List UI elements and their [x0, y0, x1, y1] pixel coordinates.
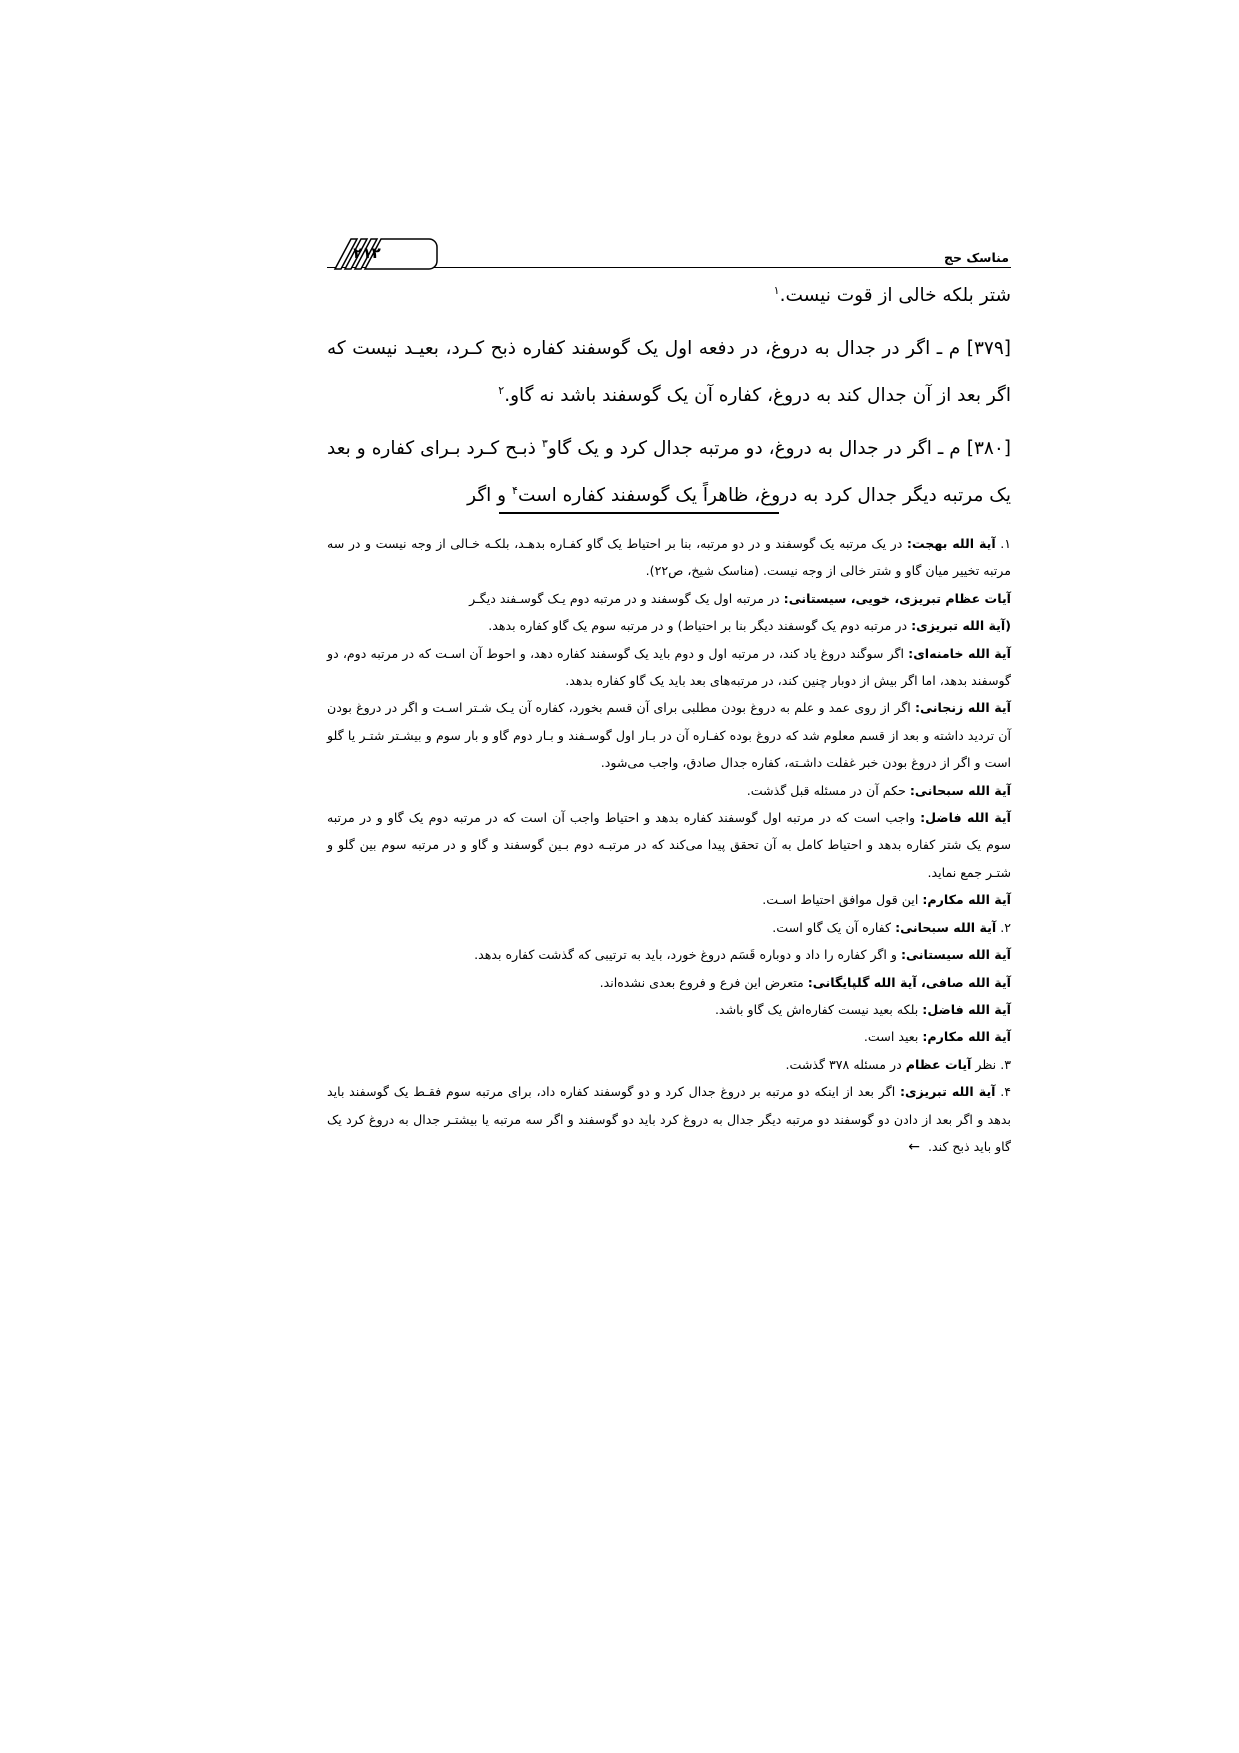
masalah-380-text-part1: اگر در جدال به دروغ، دو مرتبه جدال کرد و یک گاو	[547, 438, 932, 459]
footnote-text: در مرتبه اول یک گوسفند و در مرتبه دوم یـک گوسـفند دیگـر	[469, 590, 780, 606]
running-header	[327, 226, 1011, 268]
masalah-379-text: اگر در جدال به دروغ، در دفعه اول یک گوسفند کفاره ذبح کـرد، بعیـد نیست که اگر بعد از آن جدال کند به دروغ، کفاره آن یک گوسفند باشد نه گاو.	[327, 338, 1011, 406]
footnote-number: ۲.	[1000, 919, 1011, 935]
running-head-title: مناسک حج	[944, 249, 1009, 265]
footnote-text: اگر سوگند دروغ یاد کند، در مرتبه اول و دوم باید یک گوسفند کفاره دهد، و احوط آن اسـت که در مرتبه دوم، دو گوسفند بدهد، اما اگر بیش از دوبار چنین کند، در مرتبه‌های بعد باید یک گاو کفاره بدهد.	[327, 645, 1011, 689]
authority-name: آیة الله مکارم:	[922, 892, 1011, 908]
footnote-text: کفاره آن یک گاو است.	[772, 919, 892, 935]
authority-name: آیة الله سبحانی:	[909, 782, 1011, 798]
paragraph-continuation-text: شتر بلکه خالی از قوت نیست.	[779, 285, 1011, 306]
footnote-ref-2: ۲	[498, 383, 505, 397]
footnote-subline	[327, 804, 1011, 886]
authority-name: آیة الله صافی، آیة الله گلپایگانی:	[807, 974, 1011, 990]
authority-name: (آیة الله تبریزی:	[911, 618, 1011, 634]
paragraph-masalah-379	[327, 325, 1011, 419]
page-number: ۲۱۲	[353, 244, 381, 262]
footnote-text: بعید است.	[863, 1029, 919, 1045]
authority-name: آیة الله سبحانی:	[895, 919, 997, 935]
footnote-text: در مسئله ۳۷۸ گذشت.	[785, 1056, 902, 1072]
paragraph-masalah-380	[327, 425, 1011, 519]
footnote-subline	[327, 585, 1011, 612]
masalah-380-number: [۳۸۰]	[966, 438, 1012, 459]
footnote-number: ۳.	[1000, 1056, 1011, 1072]
footnote-item	[327, 1078, 1011, 1160]
authority-name: آیة الله زنجانی:	[915, 700, 1011, 716]
footnote-subline	[327, 777, 1011, 804]
footnote-ref-1: ۱	[773, 283, 780, 297]
footnote-subline	[327, 612, 1011, 639]
authority-name: آیة الله تبریزی:	[899, 1084, 996, 1100]
footnote-subline	[327, 996, 1011, 1023]
page-content-column	[327, 0, 1011, 1753]
footnote-separator-rule	[499, 512, 779, 514]
masalah-380-letter: م	[949, 438, 961, 459]
footnote-item	[327, 530, 1011, 585]
footnote-subline	[327, 969, 1011, 996]
footnote-text: اگر بعد از اینکه دو مرتبه بر دروغ جدال کرد و دو گوسفند کفاره داد، برای مرتبه سوم فقـط یک گوسفند باید بدهد و اگر بعد از دادن دو گوسفند دو مرتبه دیگر جدال به دروغ کرد باید دو گوسفند و اگر سه مرتبه یا بیشتـر جدال به دروغ کرد یک گاو باید ذبح کند.	[327, 1084, 1011, 1154]
footnote-text: حکم آن در مسئله قبل گذشت.	[746, 782, 906, 798]
footnotes-section	[327, 530, 1011, 1160]
footnote-subline	[327, 941, 1011, 968]
masalah-380-text-part3: و اگر	[467, 485, 507, 506]
footnote-item	[327, 1051, 1011, 1078]
authority-name: آیة الله فاضل:	[922, 1001, 1011, 1017]
footnote-number: ۱.	[1000, 536, 1011, 551]
authority-name: آیات عظام تبریزی، خویی، سیستانی:	[783, 590, 1011, 606]
masalah-379-number: [۳۷۹]	[966, 338, 1011, 359]
page-number-tab	[321, 236, 439, 270]
footnote-text: این قول موافق احتیاط اسـت.	[762, 892, 919, 908]
footnote-item	[327, 914, 1011, 941]
main-body-text	[327, 272, 1011, 525]
footnote-ref-3: ۳	[541, 436, 548, 450]
authority-name: آیة الله فاضل:	[920, 810, 1011, 826]
authority-name: آیات عظام	[905, 1056, 972, 1072]
footnote-text: در یک مرتبه یک گوسفند و در دو مرتبه، بنا بر احتیاط یک گاو کفـاره بدهـد، بلکـه خـالی از وجه نیست و در سه مرتبه تخییر میان گاو و شتر خالی از وجه نیست. (مناسک شیخ، ص۲۲).	[327, 536, 1011, 579]
footnote-subline	[327, 694, 1011, 776]
footnote-text: متعرض این فرع و فروع بعدی نشده‌اند.	[599, 974, 804, 990]
masalah-380-dash: ـ	[937, 438, 944, 459]
authority-name: آیة الله سیستانی:	[901, 947, 1011, 963]
footnote-ref-4: ۴	[512, 483, 518, 497]
footnote-text: بلکه بعید نیست کفاره‌اش یک گاو باشد.	[715, 1001, 919, 1017]
authority-name: آیة الله بهجت:	[906, 536, 996, 551]
continuation-arrow-icon: ←	[908, 1138, 920, 1155]
paragraph-continuation	[327, 272, 1011, 319]
footnote-subline	[327, 1023, 1011, 1050]
masalah-380-text-part2: ذبـح کـرد بـرای کفاره و بعد یک مرتبه دیگر جدال کرد به دروغ، ظاهراً یک گوسفند کفاره است	[327, 438, 1011, 506]
footnote-prefix: نظر	[975, 1056, 997, 1072]
footnote-text: و اگر کفاره را داد و دوباره قَسَم دروغ خورد، باید به ترتیبی که گذشت کفاره بدهد.	[474, 947, 897, 963]
masalah-379-dash: ـ	[936, 338, 943, 359]
footnote-number: ۴.	[1000, 1084, 1011, 1100]
authority-name: آیة الله خامنه‌ای:	[908, 645, 1011, 661]
footnote-text: واجب است که در مرتبه اول گوسفند کفاره بدهد و احتیاط واجب آن است که در مرتبه دوم یک گاو و در مرتبه سوم یک شتر کفاره بدهد و احتیاط کامل به آن تحقق پیدا می‌کند که در مرتبـه دوم بـین گوسفند و گاو و در مرتبه سوم بین گلو و شتـر جمع نماید.	[327, 810, 1011, 880]
footnote-subline	[327, 640, 1011, 695]
footnote-text: در مرتبه دوم یک گوسفند دیگر بنا بر احتیاط) و در مرتبه سوم یک گاو کفاره بدهد.	[488, 618, 908, 634]
authority-name: آیة الله مکارم:	[922, 1029, 1011, 1045]
footnote-subline	[327, 886, 1011, 913]
masalah-379-letter: م	[948, 338, 961, 359]
footnote-text: اگر از روی عمد و علم به دروغ بودن مطلبی برای آن قسم بخورد، کفاره آن یـک شـتر اسـت و اگر در دروغ بودن آن تردید داشته و بعد از قسم معلوم شد که دروغ بوده کفـاره آن در بـار اول گوسـفند و بـار دوم گاو و بار سوم و بیشـتر شتـر یا گلو است و اگر از دروغ بودن خبر غفلت داشـته، کفاره جدال صادق، واجب می‌شود.	[327, 700, 1011, 771]
